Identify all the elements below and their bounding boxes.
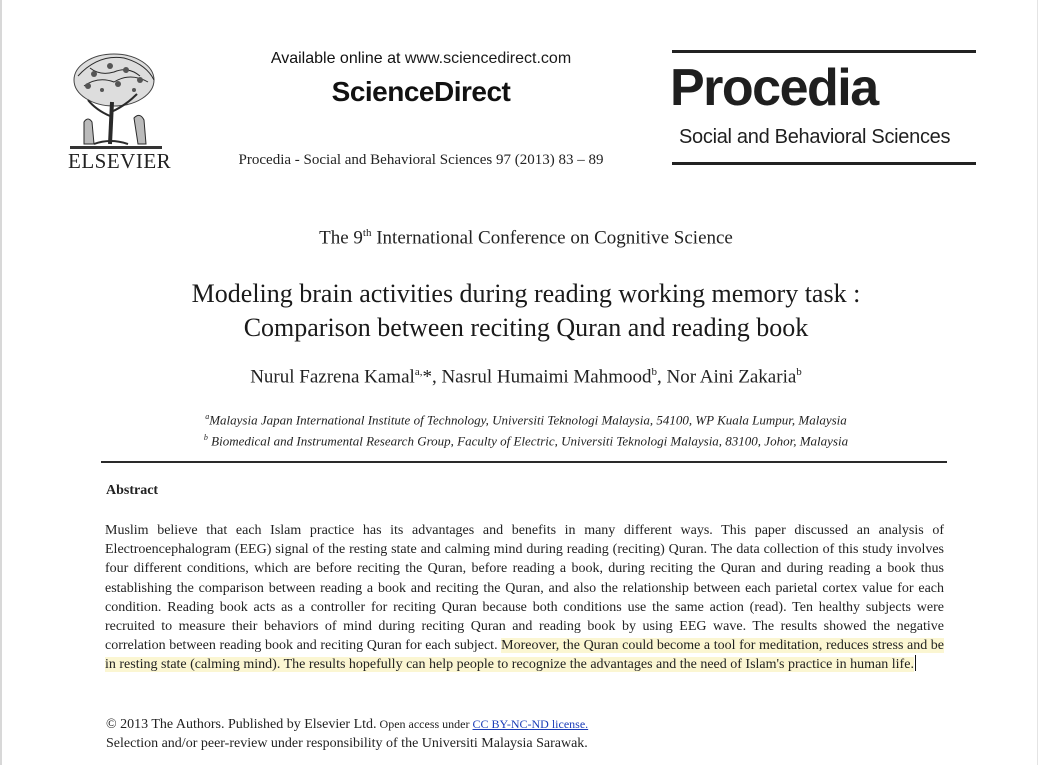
text-cursor <box>915 655 916 671</box>
abstract-heading: Abstract <box>106 483 159 498</box>
footer-notes <box>106 715 588 753</box>
conference-name-start: The 9 <box>319 227 363 249</box>
affiliation-b-mark: b <box>203 433 208 443</box>
affiliation-b-text: Biomedical and Instrumental Research Group, Faculty of Electric, Universiti Teknologi Malaysia, 83100, Johor, Malaysia <box>207 433 849 449</box>
affiliation-b <box>0 429 1038 450</box>
author-3-affil: b <box>796 366 802 378</box>
open-access-text: Open access under <box>376 717 473 731</box>
license-link[interactable]: CC BY-NC-ND license. <box>472 717 589 731</box>
sciencedirect-url-link[interactable]: www.sciencedirect.com <box>404 50 572 67</box>
journal-reference: Procedia - Social and Behavioral Sciences 97 (2013) 83 – 89 <box>238 152 604 168</box>
conference-ordinal: th <box>362 227 372 239</box>
section-divider <box>101 461 947 463</box>
author-2: , Nasrul Humaimi Mahmood <box>431 366 652 388</box>
author-2-affil: b <box>651 366 657 378</box>
affiliation-a-text: Malaysia Japan International Institute of Technology, Universiti Teknologi Malaysia, 54100, WP Kuala Lumpur, Malaysia <box>209 412 847 428</box>
affiliation-a-mark: a <box>205 412 210 421</box>
procedia-bottom-rule <box>672 162 976 165</box>
corresponding-author-mark: * <box>422 366 432 388</box>
procedia-title: Procedia <box>670 59 878 117</box>
paper-title-line-2: Comparison between reciting Quran and reading book <box>243 313 809 342</box>
abstract-text: Muslim believe that each Islam practice has its advantages and benefits in many different ways. This paper discussed an analysis of Electroencephalogram (EEG) signal of the resting state and calming mind during reading (reciting) Quran. The data collection of this study involves four different conditions, which are before reciting the Quran, before reading a book, during reciting the Quran and during reading a book thus establishing the comparison between reading a book and reciting the Quran, and also the relationship between each parietal cortex value for each condition. Reading book acts as a controller for reciting Quran because both conditions use the same action (read). Ten healthy subjects were recruited to measure their behaviors of mind during reciting Quran and reading book by using EEG wave. The results showed the negative correlation between reading book and reciting Quran for each subject. <box>105 523 944 654</box>
peer-review-line: Selection and/or peer-review under responsibility of the Universiti Malaysia Sarawak. <box>106 736 588 751</box>
procedia-subtitle: Social and Behavioral Sciences <box>679 126 951 148</box>
author-3: , Nor Aini Zakaria <box>656 366 797 388</box>
paper-title-line-1: Modeling brain activities during reading working memory task : <box>191 279 861 308</box>
paper-title <box>0 277 1038 345</box>
abstract-body[interactable] <box>105 521 944 675</box>
sciencedirect-wordmark: ScienceDirect <box>331 76 511 107</box>
author-1: Nurul Fazrena Kamal <box>250 366 415 388</box>
author-list <box>0 366 1038 388</box>
conference-name-end: International Conference on Cognitive Science <box>371 227 733 249</box>
author-1-affil: a, <box>414 366 423 378</box>
affiliations <box>0 408 1038 451</box>
conference-name <box>0 227 1038 249</box>
abstract-highlighted-text[interactable]: Moreover, the Quran could become a tool for meditation, reduces stress and be in resting state (calming mind). The results hopefully can help people to recognize the advantages and the need of Islam's practice in human life. <box>105 638 944 673</box>
available-online-text: Available online at <box>270 50 405 67</box>
affiliation-a <box>0 408 1038 429</box>
copyright-text: © 2013 The Authors. Published by Elsevier Ltd. <box>106 717 377 732</box>
copyright-line <box>106 715 588 734</box>
procedia-top-rule <box>672 50 976 53</box>
elsevier-wordmark: ELSEVIER <box>68 149 172 173</box>
